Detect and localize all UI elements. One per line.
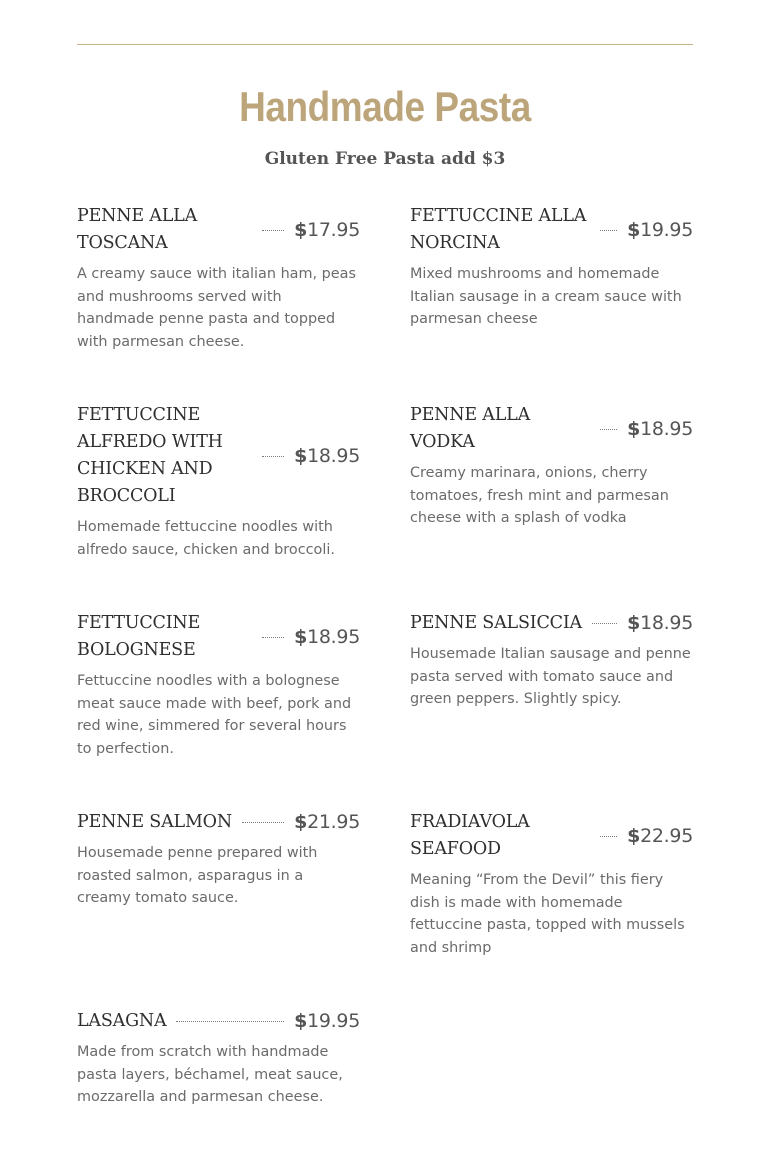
section-title: Handmade Pasta: [239, 83, 531, 130]
item-price: $18.95: [627, 612, 693, 634]
item-name: FETTUCCINE ALLA NORCINA: [410, 206, 587, 253]
item-price: $22.95: [627, 824, 693, 847]
menu-item: [77, 402, 360, 561]
dotted-leader: [242, 822, 284, 823]
item-price: $18.95: [294, 444, 360, 467]
item-name: FETTUCCINE BOLOGNESE: [77, 613, 201, 660]
item-description: A creamy sauce with italian ham, peas and mushrooms served with handmade penne pasta and topped with parmesan cheese.: [77, 266, 356, 350]
item-name: PENNE SALSICCIA: [410, 613, 582, 633]
item-price: $21.95: [294, 811, 360, 833]
item-description: Meaning “From the Devil” this fiery dish is made with homemade fettuccine pasta, topped with mussels and shrimp: [410, 872, 685, 956]
item-name: FRADIAVOLA SEAFOOD: [410, 812, 530, 859]
dotted-leader: [600, 230, 617, 231]
menu-item: [410, 610, 693, 711]
item-description: Housemade penne prepared with roasted salmon, asparagus in a creamy tomato sauce.: [77, 845, 318, 907]
menu-item: [77, 203, 360, 353]
dotted-leader: [262, 637, 284, 638]
top-divider: [77, 44, 693, 45]
dotted-leader: [262, 456, 284, 457]
item-price: $19.95: [627, 218, 693, 241]
item-price: $17.95: [294, 218, 360, 241]
item-name: LASAGNA: [77, 1011, 167, 1031]
item-description: Creamy marinara, onions, cherry tomatoes, fresh mint and parmesan cheese with a splash of vodka: [410, 465, 669, 527]
menu-item: [77, 1008, 360, 1109]
dotted-leader: [600, 836, 617, 837]
menu-item: [410, 203, 693, 331]
item-name: PENNE ALLA TOSCANA: [77, 206, 198, 253]
dotted-leader: [592, 623, 617, 624]
item-name: FETTUCCINE ALFREDO WITH CHICKEN AND BROCCOLI: [77, 405, 223, 506]
section-note: Gluten Free Pasta add $3: [264, 149, 506, 169]
menu-item: [77, 809, 360, 910]
item-description: Made from scratch with handmade pasta layers, béchamel, meat sauce, mozzarella and parmesan cheese.: [77, 1044, 343, 1106]
item-price: $19.95: [294, 1010, 360, 1032]
menu-item: [77, 610, 360, 760]
item-description: Housemade Italian sausage and penne pasta served with tomato sauce and green peppers. Slightly spicy.: [410, 646, 691, 708]
item-name: PENNE ALLA VODKA: [410, 405, 531, 452]
item-price: $18.95: [294, 625, 360, 648]
item-description: Homemade fettuccine noodles with alfredo sauce, chicken and broccoli.: [77, 519, 335, 558]
dotted-leader: [176, 1021, 284, 1022]
item-description: Mixed mushrooms and homemade Italian sausage in a cream sauce with parmesan cheese: [410, 266, 682, 328]
menu-item: [410, 809, 693, 959]
dotted-leader: [262, 230, 284, 231]
menu-item: [410, 402, 693, 530]
item-price: $18.95: [627, 417, 693, 440]
dotted-leader: [600, 429, 617, 430]
item-description: Fettuccine noodles with a bolognese meat sauce made with beef, pork and red wine, simmered for several hours to perfection.: [77, 673, 352, 757]
item-name: PENNE SALMON: [77, 812, 232, 832]
